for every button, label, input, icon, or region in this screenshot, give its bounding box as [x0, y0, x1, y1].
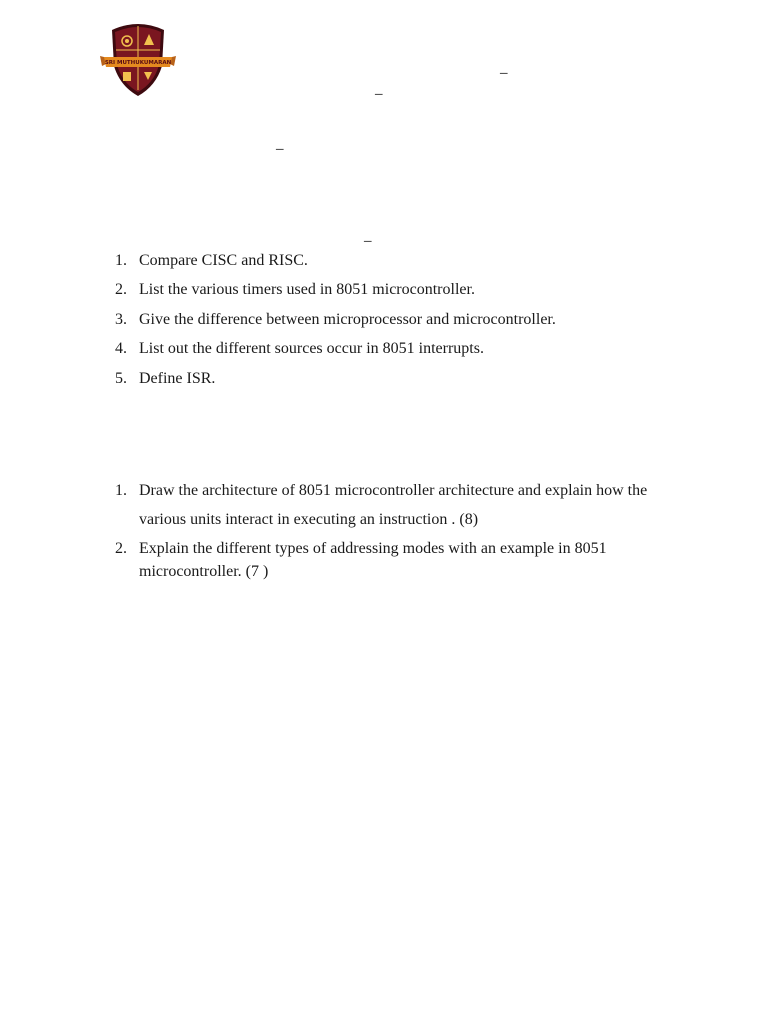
question-number: 4.: [115, 340, 127, 358]
question-text: List the various timers used in 8051 microcontroller.: [139, 281, 475, 299]
question-item: [110, 309, 670, 338]
college-logo: [98, 20, 178, 98]
question-item: [110, 279, 670, 308]
header-dash-mark: –: [276, 141, 284, 157]
question-number: 2.: [115, 540, 127, 557]
svg-text:SRI MUTHUKUMARAN: SRI MUTHUKUMARAN: [104, 60, 172, 66]
question-item: [110, 250, 670, 279]
question-item: [110, 476, 670, 534]
header-dash-mark: –: [364, 233, 372, 249]
question-text: Compare CISC and RISC.: [139, 252, 308, 269]
header-dash-mark: –: [500, 65, 508, 81]
question-text: Draw the architecture of 8051 microcontroller architecture and explain how the various units interact in executing an instruction . (8): [139, 482, 648, 528]
question-item: [110, 534, 670, 583]
part-b-question-list: [110, 476, 670, 583]
question-number: 1.: [115, 482, 127, 499]
question-text: Define ISR.: [139, 369, 216, 387]
question-number: 5.: [115, 369, 127, 387]
question-text: List out the different sources occur in 8051 interrupts.: [139, 340, 484, 358]
question-item: [110, 338, 670, 367]
question-number: 2.: [115, 281, 127, 299]
question-text: Give the difference between microprocessor and microcontroller.: [139, 310, 556, 328]
question-item: [110, 368, 670, 397]
header-dash-mark: –: [375, 86, 383, 102]
question-number: 1.: [115, 252, 127, 269]
part-a-question-list: [110, 250, 670, 397]
question-number: 3.: [115, 310, 127, 328]
question-text: Explain the different types of addressing modes with an example in 8051 microcontroller. (7 ): [139, 540, 607, 580]
